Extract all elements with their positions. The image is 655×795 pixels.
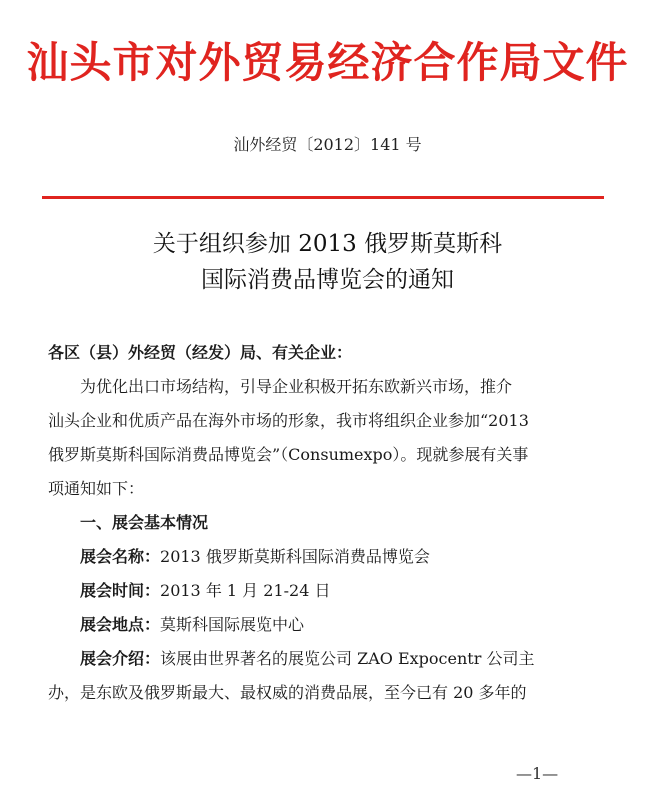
field-value: 2013 俄罗斯莫斯科国际消费品博览会 bbox=[160, 547, 430, 566]
intro-line-2: 办，是东欧及俄罗斯最大、最权威的消费品展，至今已有 20 多年的 bbox=[48, 683, 527, 702]
field-exhibition-intro bbox=[48, 642, 608, 676]
field-value: 莫斯科国际展览中心 bbox=[160, 615, 305, 634]
paragraph-1-line-3: 俄罗斯莫斯科国际消费品博览会”（Consumexpo）。现就参展有关事 bbox=[48, 445, 529, 464]
field-label: 展会名称： bbox=[80, 547, 161, 566]
issuer-header-title: 汕头市对外贸易经济合作局文件 bbox=[26, 38, 629, 87]
paragraph-1-line-1: 为优化出口市场结构，引导企业积极开拓东欧新兴市场，推介 bbox=[80, 377, 513, 396]
paragraph-1-line-4: 项通知如下： bbox=[48, 479, 145, 498]
field-exhibition-venue bbox=[48, 608, 608, 642]
notice-body bbox=[48, 336, 608, 710]
notice-title-line-2: 国际消费品博览会的通知 bbox=[201, 267, 454, 293]
field-value: 该展由世界著名的展览公司 ZAO Expocentr 公司主 bbox=[160, 649, 535, 668]
field-label: 展会介绍： bbox=[80, 649, 161, 668]
red-separator-rule bbox=[42, 196, 604, 199]
field-exhibition-name bbox=[48, 540, 608, 574]
notice-title bbox=[0, 226, 655, 298]
field-exhibition-time bbox=[48, 574, 608, 608]
document-number: 汕外经贸〔2012〕141 号 bbox=[233, 135, 422, 154]
notice-title-line-1: 关于组织参加 2013 俄罗斯莫斯科 bbox=[152, 231, 503, 257]
field-label: 展会时间： bbox=[80, 581, 161, 600]
paragraph-1-line-2: 汕头企业和优质产品在海外市场的形象，我市将组织企业参加“2013 bbox=[48, 411, 529, 430]
page-number: —1— bbox=[516, 764, 559, 783]
field-value: 2013 年 1 月 21-24 日 bbox=[160, 581, 331, 600]
salutation: 各区（县）外经贸（经发）局、有关企业： bbox=[48, 343, 353, 362]
section-1-heading: 一、展会基本情况 bbox=[80, 513, 209, 532]
field-label: 展会地点： bbox=[80, 615, 161, 634]
